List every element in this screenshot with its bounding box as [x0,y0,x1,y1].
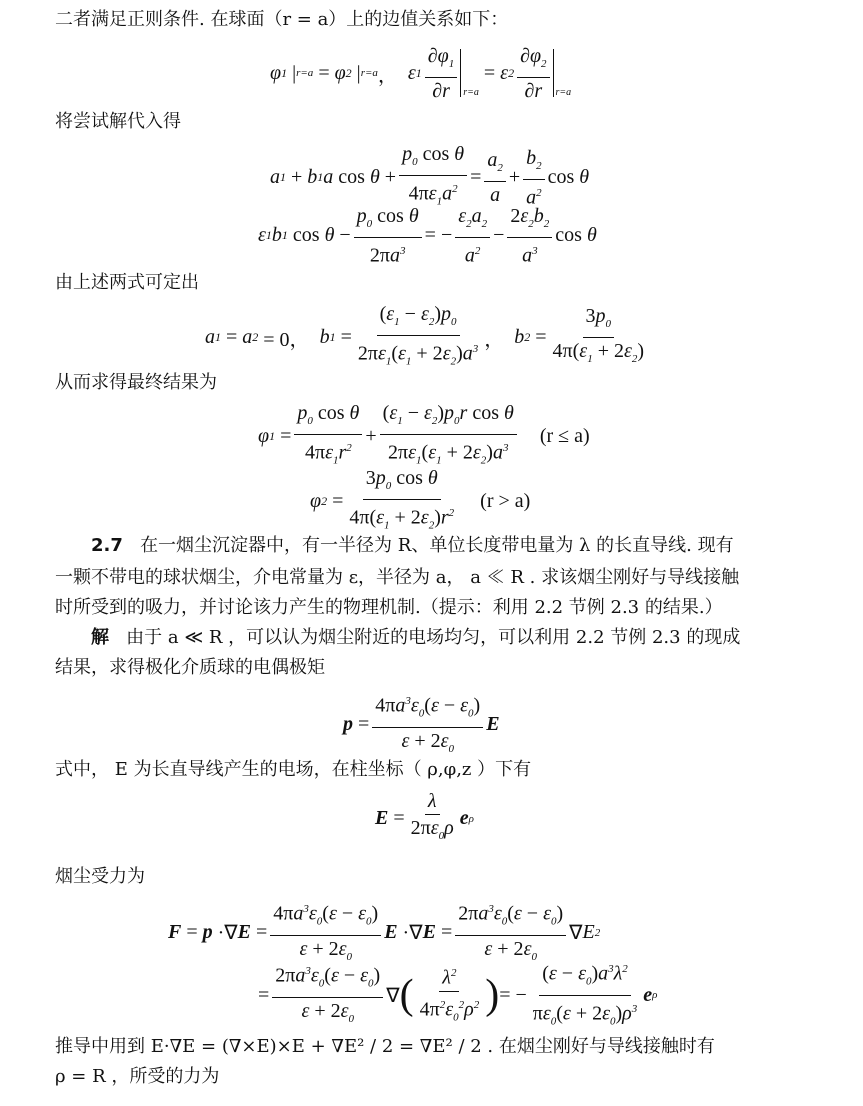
solution-text-1: 由于 a ≪ R ，可以认为烟尘附近的电场均匀，可以利用 2.2 节例 2.3 的现成 [126,627,741,648]
equation-boundary-conditions: φ 1 | r=a = φ 2 | r=a ， ε 1 $\frac{\partial\varphi_1}{\partial r}$ $_{r=a}$ = ε 2 $\frac{\partial\varphi_2}{\partial r}$ $_{r=a}$ [270,44,572,102]
phi2-condition: (r > a) [480,490,531,513]
text-final-result: 从而求得最终结果为 [55,372,217,393]
solution-label: 解 [91,627,109,648]
problem-line-3: 时所受到的吸力，并讨论该力产生的物理机制.（提示：利用 2.2 节例 2.3 的结果.） [55,597,723,618]
equation-1: a 1 + b 1 a cos θ + $\frac{p_0 \cos \theta}{4\pi\varepsilon_1a^2}$ = $\frac{a_2}{a}$ + $\frac{b_2}{a^2}$ cos θ [270,143,590,209]
text-boundary-conditions: 二者满足正则条件. 在球面（r = a）上的边值关系如下： [55,9,509,30]
text-force-intro: 烟尘受力为 [55,866,145,887]
problem-text-1: 在一烟尘沉淀器中，有一半径为 R、单位长度带电量为 λ 的长直导线. 现有 [140,535,734,556]
equation-force-2: = $\frac{2\pi a^3\varepsilon_0(\varepsilon - \varepsilon_0)}{\varepsilon + 2\varepsilon_0}$ ∇ ( $\frac{\lambda^2}{4\pi^2\varepsilon_0^2\rho^2}$ ) = − $\frac{(\varepsilon - \varepsilon_0)a^3\lambda^2}{\pi\varepsilon_0(\varepsilon + 2\varepsilon_0)\rho^3}$ e ρ [258,958,657,1032]
problem-number: 2.7 [91,535,123,556]
equation-2: ε 1 b 1 cos θ − $\frac{p_0 \cos \theta}{2\pi a^3}$ = − $\frac{\varepsilon_2a_2}{a^2}$ − $\frac{2\varepsilon_2b_2}{a^3}$ cos θ [258,205,597,267]
text-derivation-line-2: ρ = R ，所受的力为 [55,1066,220,1087]
text-determine: 由上述两式可定出 [55,272,199,293]
solution-line-1 [55,623,740,653]
problem-line-2: 一颗不带电的球状烟尘，介电常量为 ε，半径为 a， a ≪ R . 求该烟尘刚好与导线接触 [55,567,740,588]
text-substitute: 将尝试解代入得 [55,111,181,132]
text-derivation-line-1: 推导中用到 E·∇E = (∇×E)×E + ∇E² / 2 = ∇E² / 2 . 在烟尘刚好与导线接触时有 [55,1036,715,1057]
equation-phi2: φ 2 = $\frac{3p_0 \cos \theta}{4\pi(\varepsilon_1 + 2\varepsilon_2)r^2}$ (r > a) [310,467,531,532]
equation-force-1: F = p ·∇ E = $\frac{4\pi a^3\varepsilon_0(\varepsilon - \varepsilon_0)}{\varepsilon + 2\varepsilon_0}$ E ·∇ E = $\frac{2\pi a^3\varepsilon_0(\varepsilon - \varepsilon_0)}{\varepsilon + 2\varepsilon_0}$ ∇ E 2 [168,898,600,968]
equation-field: E = $\frac{\lambda}{2\pi\varepsilon_0\rho}$ e ρ [375,790,474,842]
problem-line-1 [55,531,734,561]
equation-phi1: φ 1 = $\frac{p_0 \cos \theta}{4\pi\varepsilon_1r^2}$ + $\frac{(\varepsilon_1 - \varepsilon_2)p_0r \cos \theta}{2\pi\varepsilon_1(\varepsilon_1 + 2\varepsilon_2)a^3}$ (r ≤ a) [258,402,590,467]
phi1-condition: (r ≤ a) [539,425,590,448]
text-field-desc: 式中， E 为长直导线产生的电场，在柱坐标（ ρ,φ,z ）下有 [55,759,532,780]
equation-dipole: p = $\frac{4\pi a^3\varepsilon_0(\varepsilon - \varepsilon_0)}{\varepsilon + 2\varepsilon_0}$ E [343,690,500,760]
equation-coefficients: a 1 = a 2 = 0， b 1 = $\frac{(\varepsilon_1 - \varepsilon_2)p_0}{2\pi\varepsilon_1(\varepsilon_1 + 2\varepsilon_2)a^3}$ ， b 2 = $\frac{3p_0}{4\pi(\varepsilon_1 + 2\varepsilon_2)}$ [205,303,645,368]
solution-line-2: 结果，求得极化介质球的电偶极矩 [55,657,325,678]
